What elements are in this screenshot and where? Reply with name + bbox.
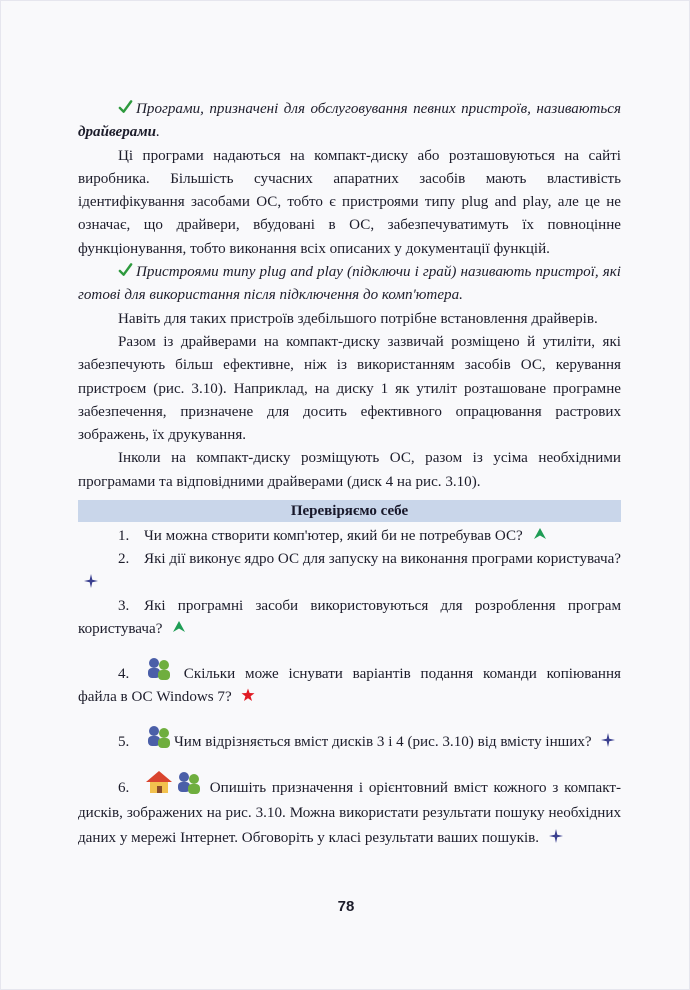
group-work-icon [144,723,174,749]
red-star-icon [241,688,255,702]
question-2 [78,548,621,595]
question-text: Опишіть призначення і орієнтовний вміст кожного з компакт-дисків, зображених на рис. 3.10. Можна використати результати пошуку необхідних даних у мережі Інтернет. Обговоріть у класі результати ваших пошуків. [78,780,622,847]
question-number: 3. [118,597,130,614]
question-text: Які дії виконує ядро ОС для запуску на виконання програми користувача? [144,551,621,568]
definition-drivers-term: драйверами [78,124,157,141]
question-text: Чим відрізняється вміст дисків 3 і 4 (рис. 3.10) від вмісту інших? [174,734,592,751]
question-5 [78,723,621,754]
paragraph-utilities: Разом із драйверами на компакт-диску зазвичай розміщено й утиліти, які забезпечують більш ефективне, ніж із використанням засобів ОС, керування пристроєм (рис. 3.10). Наприклад, на диску 1 як утиліт розташоване програмне забезпечення, призначене для досить ефективного опрацювання растрових зображень, їх друкування. [78,333,621,444]
checkmark-icon [118,262,133,278]
definition-drivers-text: Програми, призначені для обслуговування певних пристроїв, називаються [136,101,621,117]
question-3 [78,595,621,642]
question-text: Які програмні засоби використовуються для розроблення програм користувача? [78,597,621,638]
definition-drivers-suffix: . [156,124,160,141]
definition-drivers [78,98,621,145]
question-number: 4. [118,665,130,682]
definition-plug-and-play [78,261,621,308]
questions-list [78,525,621,851]
page-content [78,98,621,851]
blue-star-icon [84,574,98,588]
section-title-self-check: Перевіряємо себе [78,500,621,522]
question-number: 5. [118,734,130,751]
paragraph-drivers-source: Ці програми надаються на компакт-диску або розташовуються на сайті виробника. Більшість сучасних апаратних засобів мають властивість ідентифікування засобами ОС, тобто є пристроями типу plug and play, але це не означає, що драйвери, вбудовані в ОС, забезпечуватимуть їх повноцінне функціонування, тобто виконання всіх описаних у документації функцій. [78,147,621,257]
question-number: 2. [118,551,130,568]
paragraph-drivers-needed: Навіть для таких пристроїв здебільшого потрібне встановлення драйверів. [118,310,598,327]
blue-star-icon [549,829,563,843]
blue-star-icon [601,733,615,747]
question-text: Скільки може існувати варіантів подання команди копіювання файла в ОС Windows 7? [78,665,621,705]
question-number: 1. [118,528,130,545]
definition-plug-and-play-text: Пристроями типу plug and play (підключи і грай) називають пристрої, які готові для використання після підключення до комп'ютера. [78,264,621,304]
page-number: 78 [337,898,355,915]
green-arrow-icon [172,620,186,634]
paragraph-os-on-disk: Інколи на компакт-диску розміщують ОС, разом із усіма необхідними програмами та відповідними драйверами (диск 4 на рис. 3.10). [78,450,621,490]
question-1 [78,525,621,548]
group-work-icon [174,769,204,795]
question-4 [78,655,621,710]
question-6 [78,769,621,851]
home-task-icon [144,769,174,795]
green-arrow-icon [533,527,547,541]
question-number: 6. [118,780,130,797]
group-work-icon [144,655,174,681]
question-text: Чи можна створити комп'ютер, який би не потребував ОС? [144,528,523,545]
checkmark-icon [118,99,133,115]
